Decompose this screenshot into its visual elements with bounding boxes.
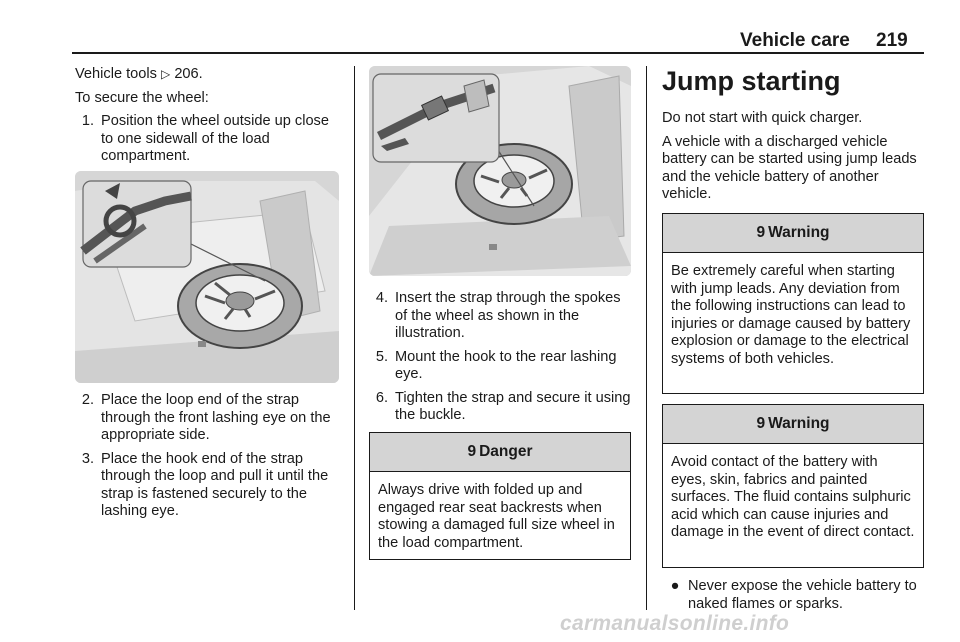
column-3-intro (662, 110, 924, 210)
danger-title: Danger (479, 443, 533, 460)
step-4 (369, 290, 631, 343)
step-text: Insert the strap through the spokes of the wheel as shown in the illustration. (395, 290, 621, 341)
page-number: 219 (876, 30, 908, 51)
column-1 (75, 66, 339, 172)
load-compartment-figure (75, 171, 339, 383)
warning-text: Avoid contact of the battery with eyes, skin, fabrics and painted surfaces. The fluid contains sulphuric acid which can cause injuries and damage in the event of direct contact. (671, 454, 915, 540)
reference-page[interactable]: 206. (174, 66, 203, 82)
paragraph-jump-leads: A vehicle with a discharged vehicle battery can be started using jump leads and the vehicle battery of another vehicle. (662, 133, 917, 202)
wheel-strap-illustration (75, 171, 339, 383)
step-5 (369, 349, 631, 384)
cross-reference (75, 66, 339, 84)
danger-header (370, 433, 630, 472)
column-divider-1 (354, 66, 355, 610)
danger-box (369, 432, 631, 560)
step-number: 5. (375, 348, 388, 365)
step-text: Mount the hook to the rear lashing eye. (395, 348, 617, 382)
warning-icon: 9 (756, 415, 766, 432)
warning-title: Warning (768, 415, 830, 432)
step-number: 6. (375, 389, 388, 406)
list-item (662, 578, 924, 613)
column-1-steps (75, 392, 339, 527)
warning-text: Be extremely careful when starting with jump leads. Any deviation from the following instructions can lead to injuries or damage caused by battery explosion or damage to the electrical systems of both vehicles. (671, 263, 911, 367)
step-3 (75, 451, 339, 521)
intro-text: To secure the wheel: (75, 89, 209, 106)
reference-text: Vehicle tools (75, 66, 157, 82)
step-2 (75, 392, 339, 445)
step-number: 2. (81, 392, 94, 408)
step-number: 1. (81, 113, 94, 129)
step-number: 3. (81, 450, 94, 467)
paragraph-charger: Do not start with quick charger. (662, 110, 863, 126)
danger-warning-icon: 9 (467, 443, 477, 460)
step-1 (75, 113, 339, 166)
danger-text: Always drive with folded up and engaged rear seat backrests when stowing a damaged full size wheel in the load compartment. (378, 482, 615, 551)
warning-box-2 (662, 404, 924, 568)
section-title: Vehicle care (740, 30, 850, 51)
step-6 (369, 390, 631, 425)
step-text: Place the loop end of the strap through the front lashing eye on the appropriate side. (101, 392, 331, 443)
step-text: Tighten the strap and secure it using the buckle. (395, 389, 631, 423)
page-heading: Jump starting (662, 66, 841, 96)
bullet-icon: ● (670, 578, 680, 594)
column-2-steps (369, 290, 631, 431)
reference-arrow-icon: ▷ (161, 67, 171, 81)
strap-through-spokes-figure (369, 66, 631, 276)
warning-header (663, 214, 923, 253)
warning-icon: 9 (756, 224, 766, 241)
step-text: Place the hook end of the strap through the loop and pull it until the strap is fastened securely to the lashing eye. (101, 450, 329, 519)
warning-title: Warning (768, 224, 830, 241)
warning-box-1 (662, 213, 924, 394)
watermark: carmanualsonline.info (560, 612, 790, 635)
wheel-spokes-illustration (369, 66, 631, 276)
step-number: 4. (375, 290, 388, 306)
header-rule (72, 52, 924, 54)
column-3-bullets (662, 578, 924, 613)
step-text: Position the wheel outside up close to one sidewall of the load compartment. (101, 113, 329, 164)
column-divider-2 (646, 66, 647, 610)
warning-header (663, 405, 923, 444)
bullet-text: Never expose the vehicle battery to naked flames or sparks. (688, 578, 917, 612)
